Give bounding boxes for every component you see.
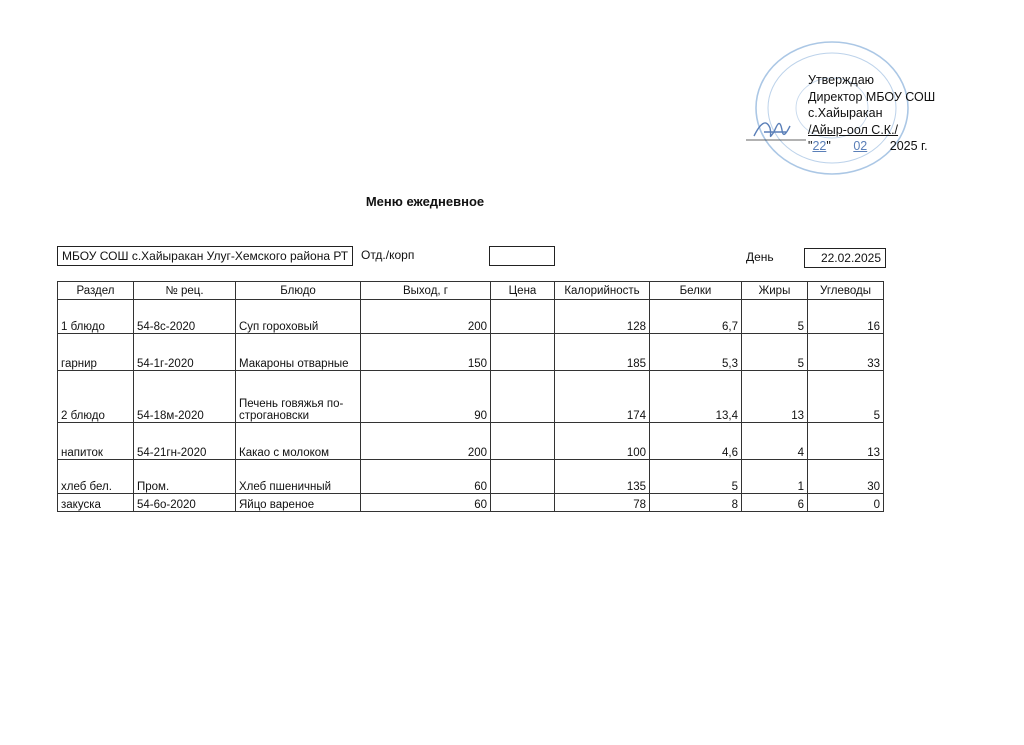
date-box: 22.02.2025 xyxy=(804,248,886,268)
cell-fats: 1 xyxy=(742,460,808,494)
table-row xyxy=(58,334,884,371)
cell-proteins: 4,6 xyxy=(650,423,742,460)
signature-icon xyxy=(746,110,808,150)
approval-date: "22" 02 2025 г. xyxy=(808,139,928,153)
cell-recipe: Пром. xyxy=(134,460,236,494)
dept-field xyxy=(489,246,555,266)
table-header-row xyxy=(58,282,884,300)
col-header: Углеводы xyxy=(808,282,884,300)
table-row xyxy=(58,423,884,460)
cell-price xyxy=(491,334,555,371)
cell-output: 60 xyxy=(361,460,491,494)
cell-calories: 128 xyxy=(555,300,650,334)
table-row xyxy=(58,300,884,334)
cell-fats: 4 xyxy=(742,423,808,460)
approval-village: с.Хайыракан xyxy=(808,106,883,120)
cell-proteins: 6,7 xyxy=(650,300,742,334)
cell-fats: 5 xyxy=(742,334,808,371)
cell-section: напиток xyxy=(58,423,134,460)
cell-proteins: 5,3 xyxy=(650,334,742,371)
col-header: Блюдо xyxy=(236,282,361,300)
approval-date-month: 02 xyxy=(853,139,868,153)
cell-recipe: 54-18м-2020 xyxy=(134,371,236,423)
cell-carbs: 33 xyxy=(808,334,884,371)
cell-output: 60 xyxy=(361,494,491,512)
col-header: Калорийность xyxy=(555,282,650,300)
cell-recipe: 54-8с-2020 xyxy=(134,300,236,334)
approval-heading: Утверждаю xyxy=(808,73,875,87)
cell-dish: Какао с молоком xyxy=(236,423,361,460)
cell-recipe: 54-6о-2020 xyxy=(134,494,236,512)
col-header: Белки xyxy=(650,282,742,300)
cell-fats: 5 xyxy=(742,300,808,334)
col-header: Раздел xyxy=(58,282,134,300)
cell-proteins: 5 xyxy=(650,460,742,494)
approval-date-year: 2025 г. xyxy=(889,139,928,153)
cell-price xyxy=(491,423,555,460)
cell-dish: Суп гороховый xyxy=(236,300,361,334)
cell-output: 150 xyxy=(361,334,491,371)
approval-date-day: 22 xyxy=(812,139,827,153)
cell-calories: 78 xyxy=(555,494,650,512)
table-row xyxy=(58,494,884,512)
cell-carbs: 13 xyxy=(808,423,884,460)
school-name-box: МБОУ СОШ с.Хайыракан Улуг-Хемского района РТ xyxy=(57,246,353,266)
cell-output: 200 xyxy=(361,423,491,460)
cell-section: хлеб бел. xyxy=(58,460,134,494)
cell-output: 90 xyxy=(361,371,491,423)
cell-calories: 100 xyxy=(555,423,650,460)
cell-calories: 185 xyxy=(555,334,650,371)
approval-position: Директор МБОУ СОШ xyxy=(808,89,936,104)
dept-label: Отд./корп xyxy=(361,248,415,262)
cell-fats: 6 xyxy=(742,494,808,512)
cell-carbs: 0 xyxy=(808,494,884,512)
approval-director-name: /Айыр-оол С.К./ xyxy=(808,122,899,137)
cell-proteins: 13,4 xyxy=(650,371,742,423)
cell-section: гарнир xyxy=(58,334,134,371)
table-row xyxy=(58,371,884,423)
page-title: Меню ежедневное xyxy=(365,194,485,209)
cell-section: закуска xyxy=(58,494,134,512)
cell-section: 1 блюдо xyxy=(58,300,134,334)
col-header: Выход, г xyxy=(361,282,491,300)
cell-dish: Макароны отварные xyxy=(236,334,361,371)
col-header: № рец. xyxy=(134,282,236,300)
col-header: Жиры xyxy=(742,282,808,300)
cell-section: 2 блюдо xyxy=(58,371,134,423)
cell-carbs: 5 xyxy=(808,371,884,423)
cell-dish: Печень говяжья по-строгановски xyxy=(236,371,361,423)
table-row xyxy=(58,460,884,494)
cell-carbs: 16 xyxy=(808,300,884,334)
cell-calories: 135 xyxy=(555,460,650,494)
approval-block xyxy=(808,72,935,155)
cell-proteins: 8 xyxy=(650,494,742,512)
menu-table xyxy=(57,281,884,512)
cell-fats: 13 xyxy=(742,371,808,423)
cell-price xyxy=(491,371,555,423)
cell-dish: Яйцо вареное xyxy=(236,494,361,512)
cell-recipe: 54-21гн-2020 xyxy=(134,423,236,460)
cell-output: 200 xyxy=(361,300,491,334)
cell-calories: 174 xyxy=(555,371,650,423)
cell-price xyxy=(491,300,555,334)
cell-dish: Хлеб пшеничный xyxy=(236,460,361,494)
cell-recipe: 54-1г-2020 xyxy=(134,334,236,371)
col-header: Цена xyxy=(491,282,555,300)
cell-price xyxy=(491,494,555,512)
day-label: День xyxy=(746,250,774,264)
cell-carbs: 30 xyxy=(808,460,884,494)
cell-price xyxy=(491,460,555,494)
